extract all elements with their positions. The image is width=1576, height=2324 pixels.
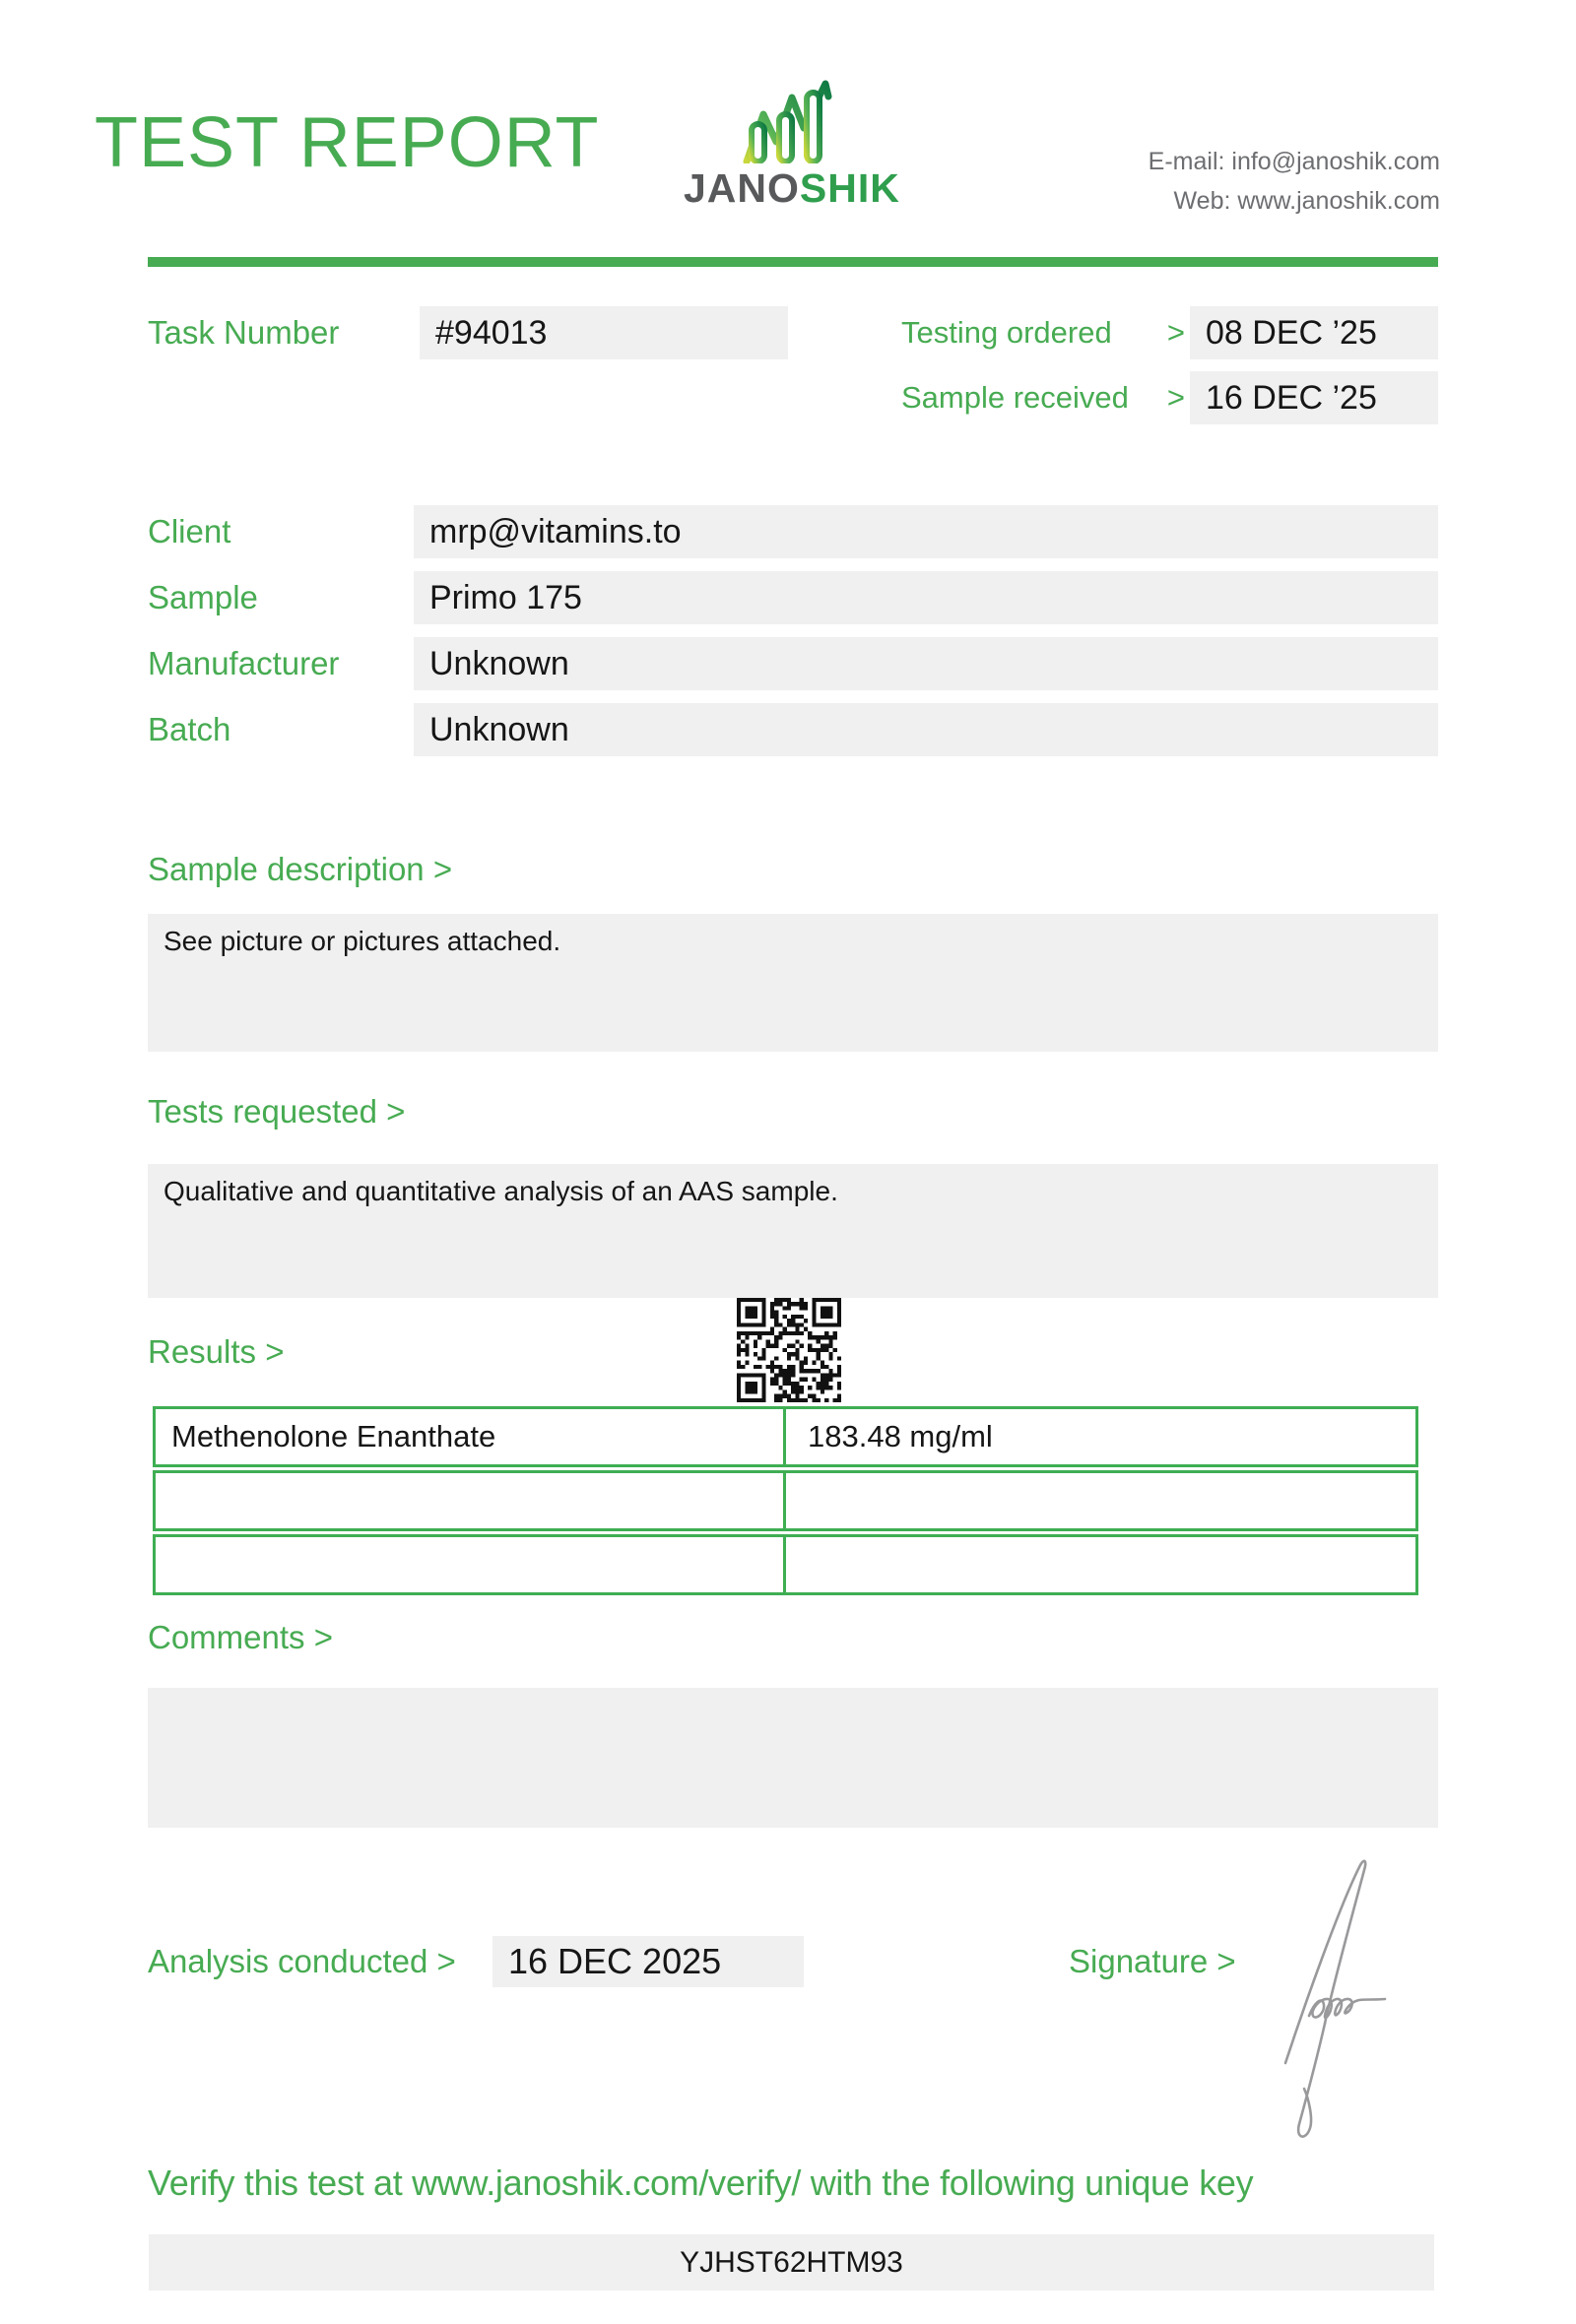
results-heading: Results > (148, 1333, 285, 1370)
sample-received-text: Sample received (901, 380, 1129, 415)
logo-wordmark (684, 165, 900, 212)
result-amount (786, 1537, 1415, 1592)
results-table (153, 1406, 1418, 1598)
testing-ordered-arrow: > (1166, 315, 1185, 350)
testing-ordered-value: 08 DEC ’25 (1190, 306, 1438, 359)
results-table-row (153, 1406, 1418, 1467)
logo-shik: SHIK (799, 165, 900, 211)
sample-value: Primo 175 (414, 571, 1438, 624)
signature-label: Signature > (1069, 1943, 1236, 1979)
batch-value: Unknown (414, 703, 1438, 756)
sample-description-heading: Sample description > (148, 851, 453, 887)
growth-chart-icon (741, 75, 843, 163)
verify-instruction: Verify this test at www.janoshik.com/verify/ with the following unique key (148, 2163, 1254, 2203)
analysis-conducted-value: 16 DEC 2025 (492, 1936, 804, 1987)
results-table-row (153, 1470, 1418, 1531)
comments-heading: Comments > (148, 1619, 333, 1655)
task-number-value: #94013 (420, 306, 788, 359)
result-substance: Methenolone Enanthate (156, 1409, 786, 1464)
client-value: mrp@vitamins.to (414, 505, 1438, 558)
signature-scribble (1266, 1851, 1423, 2162)
client-label: Client (148, 513, 231, 549)
tests-requested-heading: Tests requested > (148, 1093, 406, 1130)
sample-label: Sample (148, 579, 258, 615)
contact-email: E-mail: info@janoshik.com (1148, 148, 1440, 175)
results-table-row (153, 1534, 1418, 1595)
sample-received-arrow: > (1166, 380, 1185, 415)
analysis-conducted-label: Analysis conducted > (148, 1943, 456, 1979)
sample-description-box (148, 914, 1438, 1052)
contact-web: Web: www.janoshik.com (1173, 187, 1440, 215)
testing-ordered-label (901, 306, 1185, 359)
tests-requested-box (148, 1164, 1438, 1298)
comments-box (148, 1688, 1438, 1828)
result-amount (786, 1473, 1415, 1528)
testing-ordered-text: Testing ordered (901, 315, 1112, 350)
manufacturer-value: Unknown (414, 637, 1438, 690)
header-divider (148, 257, 1438, 267)
sample-received-label (901, 371, 1185, 424)
result-substance (156, 1537, 786, 1592)
logo-jano: JANO (684, 165, 800, 211)
result-substance (156, 1473, 786, 1528)
task-number-label: Task Number (148, 314, 340, 351)
qr-code (737, 1298, 841, 1402)
sample-received-value: 16 DEC ’25 (1190, 371, 1438, 424)
tests-requested-text: Qualitative and quantitative analysis of an AAS sample. (164, 1176, 838, 1206)
contact-block (985, 142, 1440, 221)
sample-description-text: See picture or pictures attached. (164, 926, 561, 956)
result-amount: 183.48 mg/ml (808, 1419, 993, 1453)
page-title: TEST REPORT (95, 103, 600, 182)
verify-key: YJHST62HTM93 (149, 2234, 1434, 2291)
batch-label: Batch (148, 711, 231, 747)
manufacturer-label: Manufacturer (148, 645, 340, 681)
